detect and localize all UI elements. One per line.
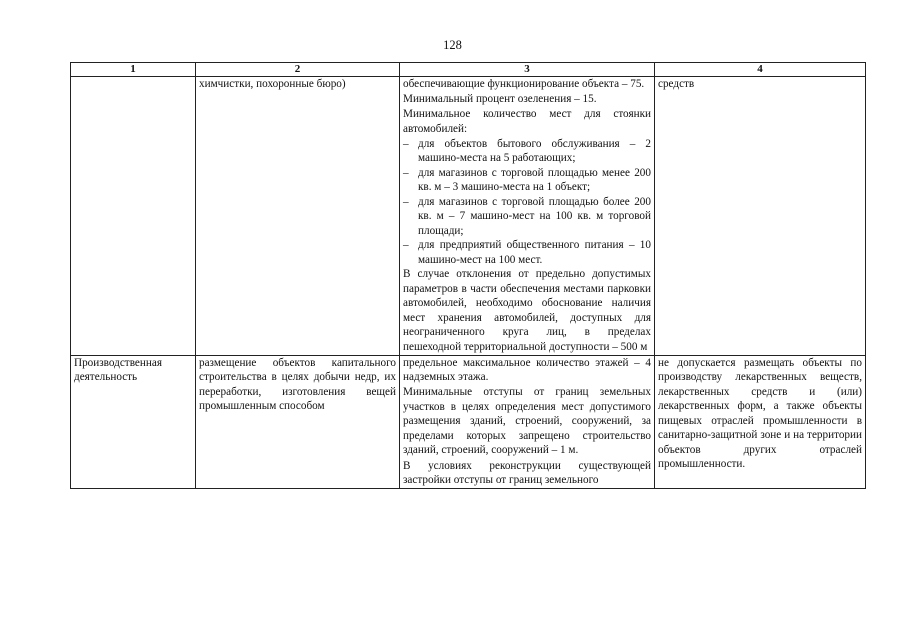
list-item xyxy=(403,238,651,267)
list-item xyxy=(403,137,651,166)
table-row xyxy=(71,355,866,488)
row2-col3-para-3: В условиях реконструкции существующей застройки отступы от границ земельного xyxy=(403,459,651,487)
page-number: 128 xyxy=(443,38,462,52)
list-dash-mark: – xyxy=(403,166,409,179)
regulations-table xyxy=(70,62,866,489)
row1-col4-cell xyxy=(655,77,866,356)
table-row xyxy=(71,77,866,356)
list-dash-mark: – xyxy=(403,239,409,252)
list-item-text: для магазинов с торговой площадью более 200 кв. м – 7 машино-мест на 100 кв. м торговой площади; xyxy=(418,195,651,237)
list-dash-mark: – xyxy=(403,195,409,208)
parking-requirements-list xyxy=(403,137,651,268)
row2-col2-text: размещение объектов капитального строительства в целях добычи недр, их переработки, изготовления вещей промышленным способом xyxy=(199,356,396,413)
header-col-4: 4 xyxy=(655,63,866,77)
list-item xyxy=(403,195,651,239)
row1-col2-cell xyxy=(196,77,400,356)
row2-col3-para-2: Минимальные отступы от границ земельных участков в целях определения мест допустимого размещения зданий, строений, сооружений, за пределами которых запрещено строительство зданий, строений, сооружений – 1 м. xyxy=(403,386,651,457)
row2-col3-para-1: предельное максимальное количество этажей – 4 надземных этажа. xyxy=(403,356,651,384)
row1-col2-text: химчистки, похоронные бюро) xyxy=(199,78,346,90)
list-item xyxy=(403,166,651,195)
row1-col4-text: средств xyxy=(658,78,695,90)
row2-col1-text: Производственная деятельность xyxy=(74,356,162,384)
row1-col1-cell xyxy=(71,77,196,356)
row1-col3-para-2: Минимальный процент озеленения – 15. xyxy=(403,93,597,106)
row2-col2-cell xyxy=(196,355,400,488)
header-col-2: 2 xyxy=(196,63,400,77)
row2-col4-cell xyxy=(655,355,866,488)
row2-col3-cell xyxy=(400,355,655,488)
list-item-text: для предприятий общественного питания – 10 машино-мест на 100 мест. xyxy=(418,239,651,266)
row1-col3-cell xyxy=(400,77,655,356)
row2-col1-cell xyxy=(71,355,196,488)
list-item-text: для магазинов с торговой площадью менее 200 кв. м – 3 машино-места на 1 объект; xyxy=(418,166,651,194)
table-header-row xyxy=(71,63,866,77)
list-dash-mark: – xyxy=(403,137,409,150)
header-col-1: 1 xyxy=(71,63,196,77)
row1-col3-para-4: В случае отклонения от предельно допустимых параметров в части обеспечения местами парковки автомобилей, необходимо обоснование наличия мест хранения автомобилей, доступных для неограниченного круга лиц, в пределах пешеходной территориальной доступности – 500 м xyxy=(403,268,651,353)
row1-col3-para-1: обеспечивающие функционирование объекта – 75. xyxy=(403,78,645,90)
header-col-3: 3 xyxy=(400,63,655,77)
row2-col4-text: не допускается размещать объекты по производству лекарственных веществ, лекарственных средств и (или) лекарственных форм, а также объекты пищевых отраслей промышленности в санитарно-защитной зоне и на территории объектов других отраслей промышленности. xyxy=(658,356,862,471)
row1-col3-para-3: Минимальное количество мест для стоянки автомобилей: xyxy=(403,108,651,135)
list-item-text: для объектов бытового обслуживания – 2 машино-места на 5 работающих; xyxy=(418,137,651,165)
